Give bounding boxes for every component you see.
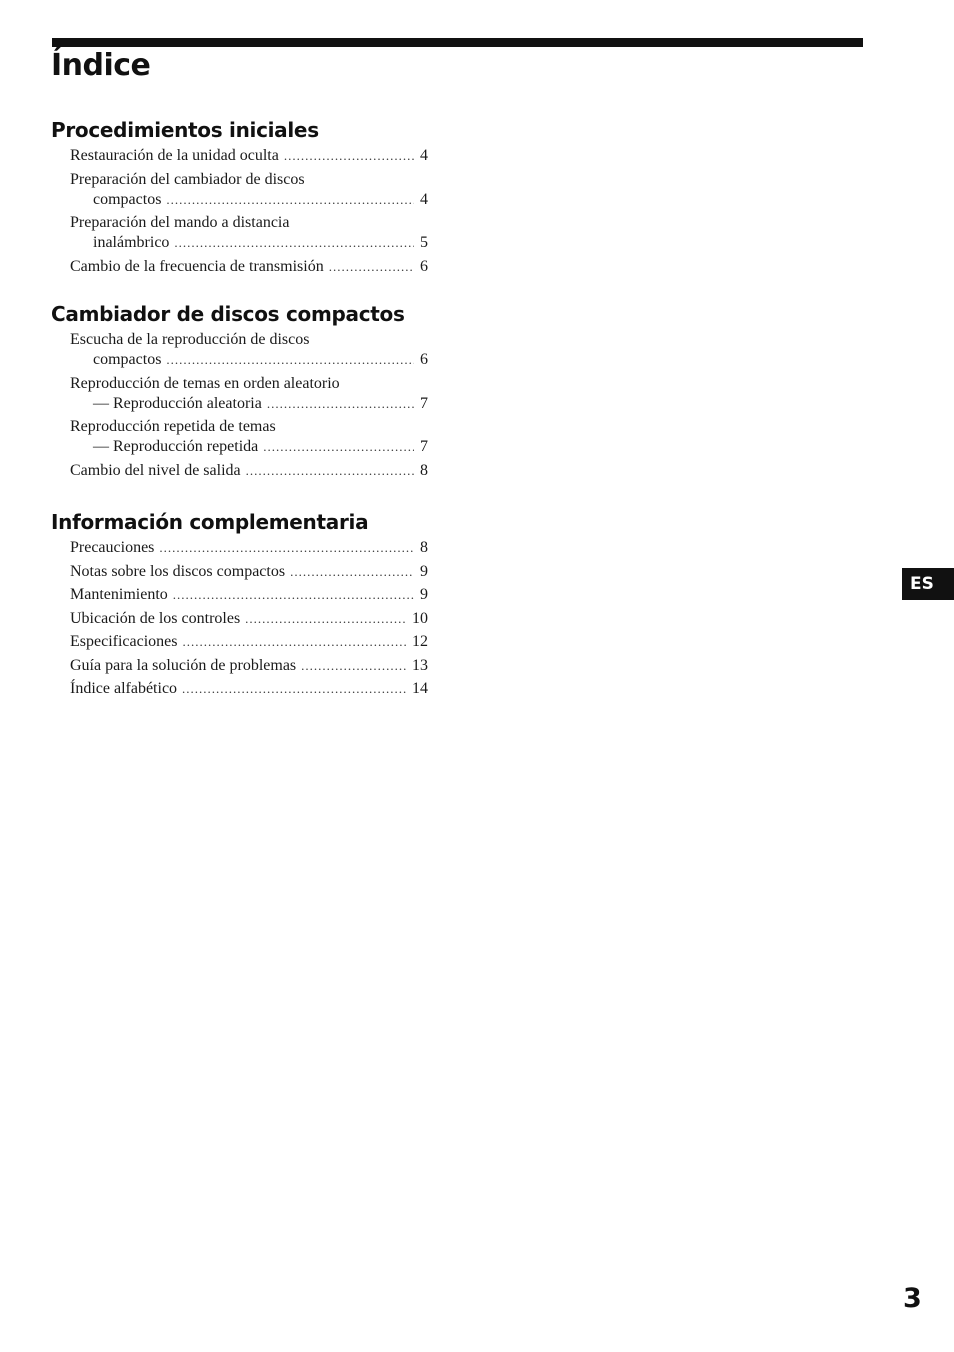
dot-leader	[290, 562, 414, 582]
dot-leader	[166, 190, 414, 210]
dot-leader	[301, 656, 407, 676]
entry-page: 7	[420, 438, 428, 455]
entry-text: — Reproducción aleatoria	[93, 394, 262, 412]
entry-text: inalámbrico	[93, 234, 170, 251]
toc-entry[interactable]	[70, 146, 428, 166]
dot-leader	[174, 233, 414, 253]
toc-entry[interactable]	[70, 609, 428, 629]
entry-page: 9	[420, 562, 428, 580]
entry-text: Restauración de la unidad oculta	[70, 147, 279, 164]
dot-leader	[183, 632, 408, 652]
entry-text: compactos	[93, 351, 162, 368]
entry-first-line: Preparación del cambiador de discos	[70, 170, 305, 188]
entry-page: 8	[420, 461, 428, 479]
entry-text: Índice alfabético	[70, 680, 178, 697]
entry-text: Ubicación de los controles	[70, 609, 241, 627]
toc-entry[interactable]	[70, 562, 428, 582]
top-rule	[52, 38, 863, 47]
entry-text: — Reproducción repetida	[93, 438, 259, 455]
toc-entry[interactable]	[70, 461, 428, 481]
toc-entry[interactable]	[70, 679, 428, 699]
section-heading: Información complementaria	[51, 510, 369, 534]
dot-leader	[245, 609, 407, 629]
entry-first-line: Preparación del mando a distancia	[70, 214, 290, 231]
entry-first-line: Escucha de la reproducción de discos	[70, 331, 310, 348]
page-title: Índice	[51, 48, 151, 83]
entry-first-line: Reproducción repetida de temas	[70, 418, 276, 435]
entry-text: Cambio del nivel de salida	[70, 461, 241, 479]
section-heading: Procedimientos iniciales	[51, 118, 319, 142]
entry-page: 14	[412, 680, 428, 697]
toc-entry[interactable]	[70, 374, 428, 414]
entry-page: 13	[412, 656, 428, 674]
entry-text: Guía para la solución de problemas	[70, 656, 297, 674]
toc-entry[interactable]	[70, 170, 428, 210]
dot-leader	[159, 538, 414, 558]
dot-leader	[182, 679, 407, 699]
entry-text: Especificaciones	[70, 633, 178, 650]
dot-leader	[263, 437, 414, 457]
toc-entry[interactable]	[70, 538, 428, 558]
entry-text: Notas sobre los discos compactos	[70, 562, 286, 580]
entry-page: 12	[412, 633, 428, 650]
entry-text: compactos	[93, 190, 162, 208]
toc-entry[interactable]	[70, 632, 428, 652]
dot-leader	[267, 394, 414, 414]
entry-page: 4	[420, 190, 428, 208]
toc-entry[interactable]	[70, 257, 428, 277]
dot-leader	[246, 461, 414, 481]
language-tab: ES	[902, 568, 954, 600]
toc-section-cambiador	[51, 302, 431, 484]
entry-page: 7	[420, 394, 428, 412]
entry-page: 6	[420, 257, 428, 275]
toc-section-informacion	[51, 510, 431, 703]
entry-page: 9	[420, 586, 428, 603]
section-heading: Cambiador de discos compactos	[51, 302, 405, 326]
entry-page: 4	[420, 147, 428, 164]
toc-entry[interactable]	[70, 417, 428, 457]
entry-page: 6	[420, 351, 428, 368]
toc-section-procedimientos	[51, 118, 431, 280]
dot-leader	[329, 257, 414, 277]
dot-leader	[166, 350, 414, 370]
page-number: 3	[903, 1283, 922, 1314]
toc-entry[interactable]	[70, 585, 428, 605]
toc-entry[interactable]	[70, 213, 428, 253]
toc-entry[interactable]	[70, 656, 428, 676]
entry-text: Mantenimiento	[70, 586, 168, 603]
entry-text: Precauciones	[70, 539, 155, 556]
entry-page: 8	[420, 539, 428, 556]
entry-page: 5	[420, 234, 428, 251]
dot-leader	[173, 585, 414, 605]
entry-page: 10	[412, 609, 428, 627]
toc-entry[interactable]	[70, 330, 428, 370]
dot-leader	[284, 146, 414, 166]
entry-first-line: Reproducción de temas en orden aleatorio	[70, 374, 340, 392]
entry-text: Cambio de la frecuencia de transmisión	[70, 257, 324, 275]
